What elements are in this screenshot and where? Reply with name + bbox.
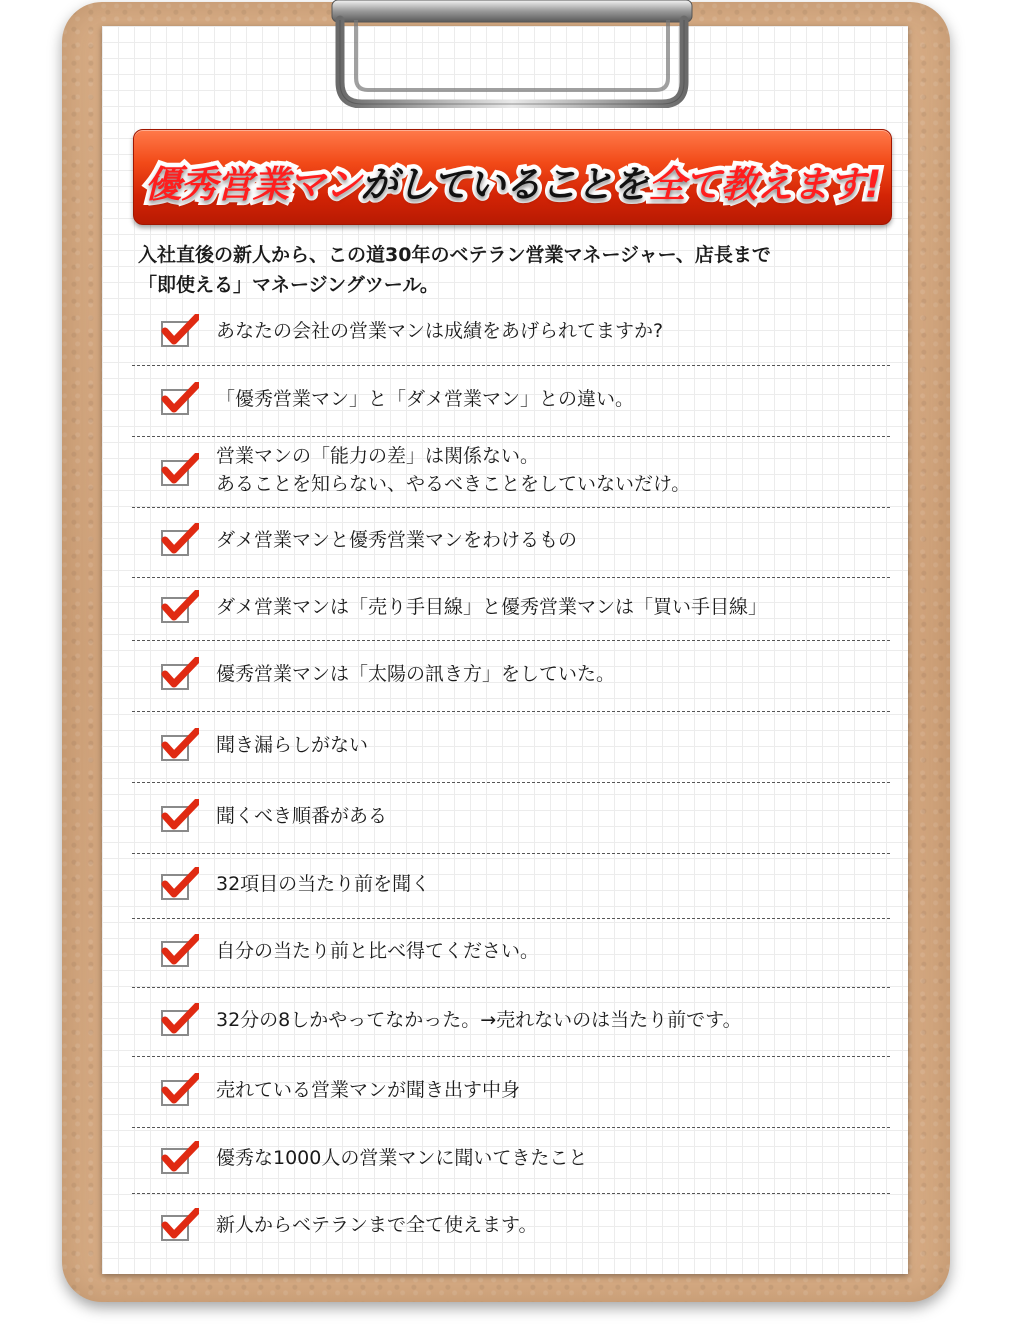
checklist-item-line: 32分の8しかやってなかった。→売れないのは当たり前です。 [216,1009,742,1031]
checklist-item-label [216,1076,520,1104]
checklist-item-line: 「優秀営業マン」と「ダメ営業マン」との違い。 [216,388,635,410]
checkmark-icon [161,728,199,762]
checklist-item [132,300,890,366]
checkmark-icon [161,799,199,833]
checklist-item-line: 自分の当たり前と比べ得てください。 [216,940,540,962]
checklist-item [132,640,890,712]
checkmark-icon [161,867,199,901]
checklist-item-label [216,442,690,498]
checkmark-icon [161,314,199,348]
checklist-item-line: ダメ営業マンと優秀営業マンをわけるもの [216,529,578,551]
checklist-item-line: あることを知らない、やるべきことをしていないだけ。 [216,473,691,495]
checklist-item [132,1193,890,1260]
checklist-item-line: 新人からベテランまで全て使えます。 [216,1214,538,1236]
checklist-item [132,365,890,437]
headline-part-middle: がしていることを [360,163,649,206]
checklist-item [132,782,890,854]
checklist-item-line: ダメ営業マンは「売り手目線」と優秀営業マンは「買い手目線」 [216,596,768,618]
checklist-item [132,436,890,508]
checklist-item-label [216,802,387,830]
checklist-item-label [216,526,577,554]
checklist-item-line: 営業マンの「能力の差」は関係ない。 [216,445,540,467]
checklist-item-label [216,593,767,621]
intro-text [138,240,898,300]
checklist-item [132,1127,890,1194]
checklist-item-label [216,317,663,345]
headline-title [134,163,891,206]
checklist-item-label [216,385,634,413]
intro-line-1: 入社直後の新人から、この道30年のベテラン営業マネージャー、店長まで [138,244,771,266]
checklist-item [132,711,890,783]
metal-clip-icon [326,0,698,108]
checkmark-icon [161,1073,199,1107]
checkmark-icon [161,1141,199,1175]
checklist-item-line: 32項目の当たり前を聞く [216,873,431,895]
checklist-item-label [216,1211,537,1239]
checklist-item-line: 聞き漏らしがない [216,734,369,756]
checklist-item [132,507,890,578]
headline-banner [133,129,892,225]
checkmark-icon [161,453,199,487]
checkmark-icon [161,590,199,624]
checkmark-icon [161,1003,199,1037]
intro-line-2: 「即使える」マネージングツール。 [138,274,439,296]
checklist-item-line: 聞くべき順番がある [216,805,388,827]
checklist-item [132,918,890,988]
checkmark-icon [161,657,199,691]
checklist-item-label [216,937,539,965]
checkmark-icon [161,1208,199,1242]
checklist-item [132,987,890,1057]
checklist-item-line: あなたの会社の営業マンは成績をあげられてますか? [216,320,664,342]
headline-part-excellent-salesman: 優秀営業マン [144,163,361,206]
checklist-item-line: 優秀営業マンは「太陽の訊き方」をしていた。 [216,663,616,685]
checklist-item [132,1056,890,1128]
checklist-item-line: 売れている営業マンが聞き出す中身 [216,1079,521,1101]
checklist-item [132,853,890,919]
checklist-item-label [216,731,368,759]
checkmark-icon [161,382,199,416]
headline-part-teach-all: 全て教えます! [648,163,881,206]
checklist-item-label [216,1144,587,1172]
checklist-item-label [216,870,430,898]
checklist-item-label [216,660,615,688]
checkmark-icon [161,523,199,557]
checklist-item-line: 優秀な1000人の営業マンに聞いてきたこと [216,1147,588,1169]
checklist-item-label [216,1006,742,1034]
checklist-item [132,577,890,641]
checkmark-icon [161,934,199,968]
